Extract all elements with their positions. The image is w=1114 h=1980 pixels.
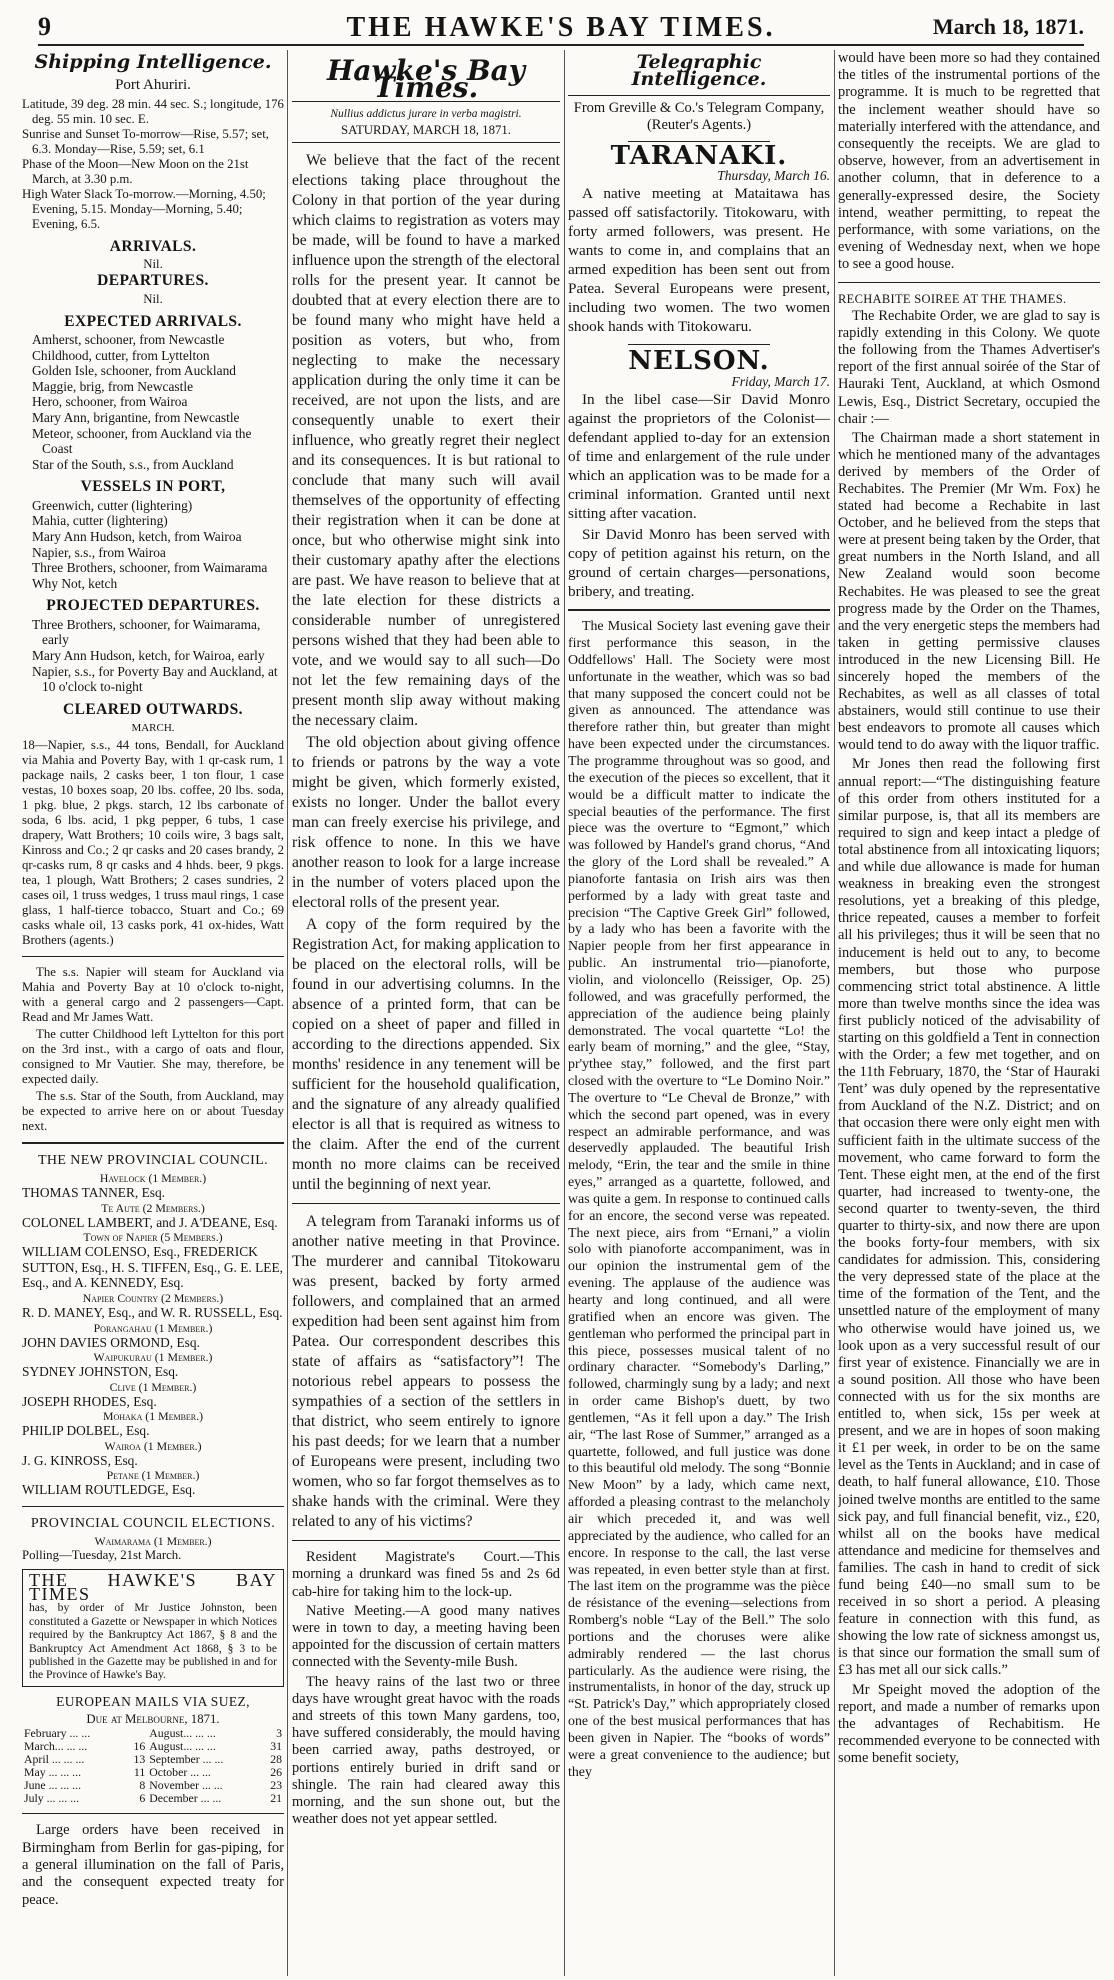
column-rule xyxy=(564,50,565,1976)
cleared-month: MARCH. xyxy=(131,722,175,735)
expected-arrival: Golden Isle, schooner, from Auckland xyxy=(32,363,236,379)
port-info-line: Sunrise and Sunset To-morrow—Rise, 5.57; set, 6.3. Monday—Rise, 5.59; set, 6.1 xyxy=(22,126,269,156)
newspaper-title: THE HAWKE'S BAY TIMES. xyxy=(346,12,776,43)
shipping-note: The cutter Childhood left Lyttelton for this port on the 3rd inst., with a cargo of oats and flour, consigned to Mr Vautier. She may, therefore, be expected daily. xyxy=(22,1026,284,1086)
council-member-names: JOSEPH RHODES, Esq. xyxy=(22,1393,157,1409)
mails-cell: 6 xyxy=(139,1791,146,1806)
elections-polling: Polling—Tuesday, 21st March. xyxy=(22,1548,182,1563)
port-info-line: Latitude, 39 deg. 28 min. 44 sec. S.; longitude, 176 deg. 55 min. 10 sec. E. xyxy=(22,96,284,126)
gazette-notice xyxy=(22,1569,284,1686)
mails-subheading: Due at Melbourne, 1871. xyxy=(86,1712,220,1727)
cleared-heading: CLEARED OUTWARDS. xyxy=(63,700,243,718)
nelson-paragraph: Sir David Monro has been served with copy of petition against his return, on the ground of certain charges—personations, bribery, and treating. xyxy=(568,526,830,601)
projected-list xyxy=(22,617,284,695)
elections-district: Waimarama (1 Member.) xyxy=(94,1534,212,1549)
cleared-text: 18—Napier, s.s., 44 tons, Bendall, for Auckland via Mahia and Poverty Bay, with 1 qr-cask rum, 1 package nails, 2 casks beer, 1 ton flour, 1 case vestas, 10 boxes soap, 20 lbs. coffee, 20 lbs. soda, 1 pkg. blue, 2 pkgs. starch, 12 lbs carbonate of soda, 6 lbs. acid, 1 pkg pepper, 6 tubs, 1 case drapery, Watt Brothers; 10 coils wire, 3 bags salt, Kinross and Co.; 2 qr casks and 20 cases brandy, 2 qr-casks rum, 8 qr casks and 4 hhds. beer, 9 pkgs. tea, 1 plough, Watt Brothers; 2 cases sundries, 2 cases oil, 1 truss wedges, 1 truss maul rings, 1 case glass, 1 half-tierce tobacco, Stuart and Co.; 69 casks whale oil, 13 casks pork, 41 ox-hides, Watt Brothers (agents.) xyxy=(22,737,284,947)
council-district: Wairoa (1 Member.) xyxy=(104,1438,202,1453)
mails-cell: July ... ... ... xyxy=(24,1791,80,1806)
page-number: 9 xyxy=(38,12,51,41)
rechabite-paragraph: The Chairman made a short statement in which he mentioned many of the advantages derived by members of the Order of Rechabites. The Premier (Mr Wm. Fox) he stated had become a Rechabite in last October, and he believed from the steps that were at present being taken by the Order, that great numbers in the North Island, and all New Zealand would soon become Rechabites. He was pleased to see the great progress made by the Order on the Thames, and the very energetic steps the members had taken in getting permissive clauses introduced in the new Licensing Bill. He sincerely hoped the members of the Rechabites, as well as all classes of total abstainers, would still continue to use their best endeavors to promote all causes which would tend to do away with the liquor traffic. xyxy=(838,429,1100,754)
mails-cell: 13 xyxy=(133,1752,146,1767)
council-district: Porangahau (1 Member.) xyxy=(93,1320,213,1335)
expected-heading: EXPECTED ARRIVALS. xyxy=(64,312,242,330)
rechabite-heading: RECHABITE SOIREE AT THE THAMES. xyxy=(838,291,1067,306)
projected-heading: PROJECTED DEPARTURES. xyxy=(46,597,260,615)
shipping-note: The s.s. Star of the South, from Auckland, may be expected to arrive here on or about Tuesday next. xyxy=(22,1088,284,1133)
editorial-header: Hawke's Bay Times. xyxy=(326,54,526,105)
nelson-telegram xyxy=(568,390,830,601)
projected-departure: Three Brothers, schooner, for Waimarama, early xyxy=(32,616,261,648)
projected-departure: Mary Ann Hudson, ketch, for Wairoa, early xyxy=(32,647,265,663)
local-item: Native Meeting.—A good many natives were in town to day, a meeting having been appointed for the discussion of certain matters connected with the Seventy-mile Bush. xyxy=(292,1602,560,1671)
editorial-paragraph: We believe that the fact of the recent elections taking place throughout the Colony in that portion of the year during which claims to registration as voters may be made, will be found to have a marked influence upon the strength of the electoral rolls for the present year. It cannot be doubted that at every election there are to be found many who might have held a position as voters, but who, from neglecting to make the necessary application during the only time it can be received, are not upon the lists, and are consequently unable to exert their influence, who greatly regret their neglect and its consequences. It is but rational to conclude that many such will avail themselves of the opportunity of effecting their registration when it can be done at once, but who otherwise might sink into their customary apathy after the elections are past. We have reason to believe that at the late election for these districts a considerable number of unregistered persons wished that they had been able to vote, and we would say to all such—Do not let the few remaining days of the present month slip away without making the necessary claim. xyxy=(292,152,560,730)
expected-arrival: Childhood, cutter, from Lyttelton xyxy=(32,347,210,363)
vessel-in-port: Napier, s.s., from Wairoa xyxy=(32,544,166,560)
expected-arrival: Mary Ann, brigantine, from Newcastle xyxy=(32,410,240,425)
elections-heading: PROVINCIAL COUNCIL ELECTIONS. xyxy=(30,1516,276,1532)
mails-row xyxy=(22,1792,284,1805)
nelson-paragraph: In the libel case—Sir David Monro against the proprietors of the Colonist—defendant applied to-day for an extension of time and enlargement of the rule under which an application was to be made for a criminal information. Granted until next sitting after vacation. xyxy=(568,391,830,523)
council-member-names: THOMAS TANNER, Esq. xyxy=(22,1184,166,1200)
departures-heading: DEPARTURES. xyxy=(97,272,209,290)
taranaki-telegram: A native meeting at Mataitawa has passed off satisfactorily. Titokowaru, with forty armed followers, was present. He wants to come in, and complains that an armed expedition has been sent out from Patea. Several Europeans were present, including two women. The two women shook hands with Titokowaru. xyxy=(568,185,830,336)
vessel-in-port: Mary Ann Hudson, ketch, from Wairoa xyxy=(32,528,242,544)
mails-cell: August... ... ... xyxy=(149,1739,216,1754)
council-member-names: SYDNEY JOHNSTON, Esq. xyxy=(22,1364,179,1380)
mails-cell: June ... ... ... xyxy=(24,1778,82,1793)
mails-cell: November ... ... xyxy=(149,1778,223,1793)
mails-cell: 23 xyxy=(270,1778,282,1793)
rechabite-report xyxy=(838,308,1100,1767)
editorial-paragraph: A copy of the form required by the Registration Act, for making application to be placed on the electoral rolls, will be found in our advertising columns. In the absence of a printed form, that can be copied on a sheet of paper and filled in according to the directions appended. Six months' residence in any tenement will be sufficient for the household qualification, and the signature of any already qualified elector is all that is required as witness to the claim. After the end of the current month no more claims can be received until the beginning of next year. xyxy=(292,916,560,1194)
column-rechabite xyxy=(838,50,1100,1974)
expected-arrival: Maggie, brig, from Newcastle xyxy=(32,378,194,394)
mails-cell: 16 xyxy=(133,1739,146,1754)
expected-list xyxy=(22,332,284,472)
gazette-text: has, by order of Mr Justice Johnston, been constituted a Gazette or Newspaper in which Notices required by the Bankruptcy Act 1867, § 8 and the Bankruptcy Act Amendment Act 1868, § 3 to be published in the Gazette may be published in and for the Province of Hawke's Bay. xyxy=(29,1601,277,1682)
mails-cell: 31 xyxy=(270,1739,282,1754)
council-list xyxy=(22,1171,284,1498)
mails-cell: December ... ... xyxy=(149,1791,222,1806)
council-member-names: WILLIAM ROUTLEDGE, Esq. xyxy=(22,1482,196,1498)
masthead xyxy=(38,10,1084,46)
council-member-names: JOHN DAVIES ORMOND, Esq. xyxy=(22,1334,200,1350)
local-items xyxy=(292,1549,560,1828)
shipping-notes xyxy=(22,965,284,1134)
telegraphic-header: Telegraphic Intelligence. xyxy=(631,51,767,91)
mails-cell: September ... ... xyxy=(149,1752,224,1767)
mails-cell: 21 xyxy=(270,1791,282,1806)
mails-cell: 8 xyxy=(139,1778,146,1793)
editorial-paragraph: The old objection about giving offence to friends or patrons by the way a vote might be given, which formerly existed, exists no longer. Under the ballot every man can freely exercise his privilege, and risk offence to none. In this we have another reason to look for a large increase in the number of voters placed upon the electoral rolls of the present year. xyxy=(292,734,560,912)
mails-cell: April ... ... ... xyxy=(24,1752,85,1767)
taranaki-editorial: A telegram from Taranaki informs us of another native meeting in that Province. The murderer and cannibal Titokowaru was present, backed by forty armed followers, and complained that an armed expedition had been sent against him from Patea. Our correspondent describes this state of affairs as “satisfactory”! The notorious rebel appears to possess the sympathies of a section of the settlers in that district, who seem entirely to ignore his past deeds; for we learn that a number of Europeans were present, including two women, who so far forgot themselves as to shake hands with the criminal. Were they related to any of his victims? xyxy=(292,1213,560,1531)
council-member-names: WILLIAM COLENSO, Esq., FREDERICK SUTTON, Esq., H. S. TIFFEN, Esq., G. E. LEE, Esq., and A. KENNEDY, Esq. xyxy=(22,1244,283,1291)
telegram-source: From Greville & Co.'s Telegram Company, (Reuter's Agents.) xyxy=(573,99,825,134)
nelson-date: Friday, March 17. xyxy=(731,373,830,389)
port-name: Port Ahuriri. xyxy=(115,77,191,94)
in-port-heading: VESSELS IN PORT, xyxy=(80,478,226,496)
expected-arrival: Hero, schooner, from Wairoa xyxy=(32,394,188,410)
gazette-title: THE HAWKE'S BAY TIMES xyxy=(29,1570,277,1604)
arrivals-heading: ARRIVALS. xyxy=(109,237,197,255)
mails-cell: 11 xyxy=(133,1765,146,1780)
vessel-in-port: Mahia, cutter (lightering) xyxy=(32,513,168,529)
column-editorial xyxy=(292,50,560,1974)
council-member-names: J. G. KINROSS, Esq. xyxy=(22,1452,138,1468)
mails-cell: February ... ... xyxy=(24,1726,91,1741)
council-district: Te Aute (2 Members.) xyxy=(101,1200,205,1215)
taranaki-title: TARANAKI. xyxy=(610,140,788,171)
expected-arrival: Star of the South, s.s., from Auckland xyxy=(32,456,234,472)
column-rule xyxy=(834,50,835,1976)
vessel-in-port: Greenwich, cutter (lightering) xyxy=(32,497,193,513)
mails-cell: 3 xyxy=(276,1726,282,1741)
council-member-names: R. D. MANEY, Esq., and W. R. RUSSELL, Esq. xyxy=(22,1304,283,1320)
editorial-body xyxy=(292,151,560,1195)
mails-cell: March... ... ... xyxy=(24,1739,88,1754)
musical-continued: would have been more so had they contained the titles of the instrumental portions of the programme. It is much to be regretted that the inclement weather should have so materially interfered with the attendance, and consequently the receipts. We are glad to observe, however, from an advertisement in another column, that in deference to a generally-expressed desire, the Society intend, weather permitting, to repeat the performance, with some variations, on the evening of Wednesday next, when we hope to see a good house. xyxy=(838,50,1100,273)
in-port-list xyxy=(22,498,284,592)
projected-departure: Napier, s.s., for Poverty Bay and Auckland, at 10 o'clock to-night xyxy=(32,663,278,695)
port-info-line: Phase of the Moon—New Moon on the 21st March, at 3.30 p.m. xyxy=(22,156,249,186)
musical-society-report: The Musical Society last evening gave their first performance this season, in the Oddfellows' Hall. The Society were most unfortunate in the weather, which was so bad that many supposed the concert could not be given as announced. The attendance was therefore rather thin, but greater than might have been expected under the circumstances. The programme throughout was so good, and the execution of the pieces so excellent, that it would be a difficult matter to indicate the special beauties of the performance. The first piece was the overture to “Egmont,” which was followed by Handel's grand chorus, “And the glory of the Lord shall be revealed.” A pianoforte fantasia on Irish airs was then performed by a lady with great taste and precision “The Captive Greek Girl” followed, by a lady who has been a favorite with the Napier people from her first appearance in public. An instrumental trio—pianoforte, violin, and violoncello (Reissiger, Op. 25) followed, and was gracefully performed, the appreciation of the audience being plainly demonstrated. The vocal quartette “Lo! the early beam of morning,” and the glee, “Stay, pr'ythee stay,” followed, and the first part closed with the overture to “Le Domino Noir.” The overture to “Le Cheval de Bronze,” with which the second part opened, was in every respect an admirable performance, and was deservedly applauded. The beautiful Irish melody, “Erin, the tear and the smile in thine eyes,” arranged as a quartette, followed, and was quite a gem. In response to continued calls for an encore, the second verse was repeated. The next piece, airs from “Ernani,” a violin solo with pianoforte accompaniment, was in our opinion the instrumental gem of the evening. The applause of the audience was hearty and long continued, and all were gratified when an encore was given. The gentleman who performed the principal part in this piece, possesses musical talent of no ordinary character. “Somebody's Darling,” followed, charmingly sung by a lady; and next in order came Bishop's duett, by two gentlemen, “As it fell upon a day.” The Irish air, “The last Rose of Summer,” arranged as a quartette, followed, and full justice was done to this beautiful old melody. The song “Bonnie New Moon” by a lady, which came next, afforded a pleasing contrast to the melancholy air which preceded it, and was well appreciated by the audience, who called for an encore. In response to the call, the last verse was repeated, in even better style than at first. The last item on the programme was the pièce de résistance of the evening—selections from Romberg's noble “Lay of the Bell.” The solo portions and the choruses were alike admirably rendered — the last chorus particularly. As the audience were rising, the instrumentalists, in honor of the day, struck up “St. Patrick's Day,” which appropriately closed one of the best musical performances that has been given in Napier. The “books of words” were a great convenience to the audience; but they xyxy=(568,619,830,1780)
mails-table xyxy=(22,1727,284,1805)
departures-nil: Nil. xyxy=(143,291,163,306)
column-rule xyxy=(287,50,288,1976)
column-shipping xyxy=(22,50,284,1974)
rechabite-paragraph: Mr Speight moved the adoption of the report, and made a number of remarks upon the advantages of Rechabitism. He recommended everyone to be connected with some benefit society, xyxy=(838,1681,1100,1766)
arrivals-nil: Nil. xyxy=(143,257,163,272)
expected-arrival: Amherst, schooner, from Newcastle xyxy=(32,332,225,348)
taranaki-date: Thursday, March 16. xyxy=(717,168,830,184)
shipping-header: Shipping Intelligence. xyxy=(34,51,272,73)
column-telegraphic xyxy=(568,50,830,1974)
expected-arrival: Meteor, schooner, from Auckland via the Coast xyxy=(32,425,252,457)
mails-cell: August... ... ... xyxy=(149,1726,216,1741)
council-member-names: COLONEL LAMBERT, and J. A'DEANE, Esq. xyxy=(22,1214,278,1230)
nelson-title: NELSON. xyxy=(628,346,770,377)
mails-heading: EUROPEAN MAILS VIA SUEZ, xyxy=(56,1693,250,1709)
mails-cell: 28 xyxy=(270,1752,282,1767)
shipping-note: The s.s. Napier will steam for Auckland via Mahia and Poverty Bay at 10 o'clock to-night, with a general cargo and 2 passengers—Capt. Read and Mr James Watt. xyxy=(22,964,284,1024)
council-district: Petane (1 Member.) xyxy=(106,1468,200,1483)
mails-cell: 26 xyxy=(270,1765,282,1780)
council-district: Clive (1 Member.) xyxy=(109,1379,197,1394)
port-info xyxy=(22,97,284,232)
council-district: Mohaka (1 Member.) xyxy=(102,1409,204,1424)
gaslight-item: Large orders have been received in Birmingham from Berlin for gas-piping, for a general illumination on the fall of Paris, and the consequent expected treaty for peace. xyxy=(22,1822,284,1908)
vessel-in-port: Why Not, ketch xyxy=(32,575,118,591)
rechabite-paragraph: Mr Jones then read the following first annual report:—“The distinguishing feature of this order from others instituted for a similar purpose, is, that all its members are required to sign and keep intact a pledge of total abstinence from all intoxicating liquors; and while due allowance is made for human weakness in breaking even the strongest resolutions, yet a breaking of this pledge, thrice repeated, causes a member to forfeit all his privileges; thus it will be seen that no inducement is held out to any, to become members, but those who purpose commencing strict total abstinence. A little more than twelve months since the idea was first publicly noticed of the advisability of starting on this goldfield a Tent in connection with the Order; a few met together, and on the 11th February, 1870, the ‘Star of Hauraki Tent’ was duly opened by the representative from Auckland of the N.Z. District; and on that occasion there were only eight men with sufficient faith in the ultimate success of the movement, who came forward to form the Tent. These eight men, at the end of the first quarter, had increased to twenty-one, the second quarter to twenty-seven, the third quarter to thirty-six, and now there are upon the books forty-four members, with six candidates for admission. This, considering the very depressed state of the place at the time of the formation of the Tent, and the unsettled nature of the employment of many who otherwise would have joined us, we look upon as a very successful result of our first year of existence. Financially we are in a sound position. All those who have been connected with us for the six months are entitled to, when sick, 15s per week at present, and we are in hopes of soon making it £1 per week, in order to be on the same level as the Tents in Auckland; and in case of death, to half funeral allowance, £10. Those joined twelve months are entitled to the same sick pay, and full financial benefit, viz., £20, whilst all on the books have medical attendance and medicine for themselves and families. The cash in hand to credit of sick fund being £40—no small sum to be received in so short a period. A pleasing feature in connection with this fund, as showing the low rate of sickness amongst us, is that since our formation the small sum of £3 has met all our sick calls.” xyxy=(838,756,1100,1679)
local-item: The heavy rains of the last two or three days have wrought great havoc with the roads and streets of this town Many gardens, too, have suffered considerably, the mould having been carried away, paths destroyed, or portions entirely buried in drift sand or shingle. The rain had cleared away this morning, and the sun shone out, but the weather does not yet appear settled. xyxy=(292,1673,560,1828)
council-district: Havelock (1 Member.) xyxy=(99,1170,207,1185)
council-heading: THE NEW PROVINCIAL COUNCIL. xyxy=(37,1152,269,1168)
council-member-names: PHILIP DOLBEL, Esq. xyxy=(22,1423,150,1439)
editorial-date: SATURDAY, MARCH 18, 1871. xyxy=(341,123,511,138)
mails-cell: October ... ... xyxy=(149,1765,211,1780)
council-district: Waipukurau (1 Member.) xyxy=(93,1350,213,1365)
rechabite-paragraph: The Rechabite Order, we are glad to say is rapidly extending in this Colony. We quote the following from the Thames Advertiser's report of the first annual soirée of the Star of Hauraki Tent, Auckland, at which Osmond Lewis, Esq., District Secretary, occupied the chair :— xyxy=(838,308,1100,427)
council-district: Town of Napier (5 Members.) xyxy=(83,1230,223,1245)
council-district: Napier Country (2 Members.) xyxy=(82,1290,224,1305)
issue-date: March 18, 1871. xyxy=(932,14,1084,39)
vessel-in-port: Three Brothers, schooner, from Waimarama xyxy=(32,560,268,576)
motto: Nullius addictus jurare in verba magistri. xyxy=(330,107,522,120)
mails-cell: May ... ... ... xyxy=(24,1765,82,1780)
port-info-line: High Water Slack To-morrow.—Morning, 4.50; Evening, 5.15. Monday—Morning, 5.40; Evening, 6.5. xyxy=(22,186,266,231)
local-item: Resident Magistrate's Court.—This morning a drunkard was fined 5s and 2s 6d cab-hire for taking him to the lock-up. xyxy=(292,1549,560,1600)
